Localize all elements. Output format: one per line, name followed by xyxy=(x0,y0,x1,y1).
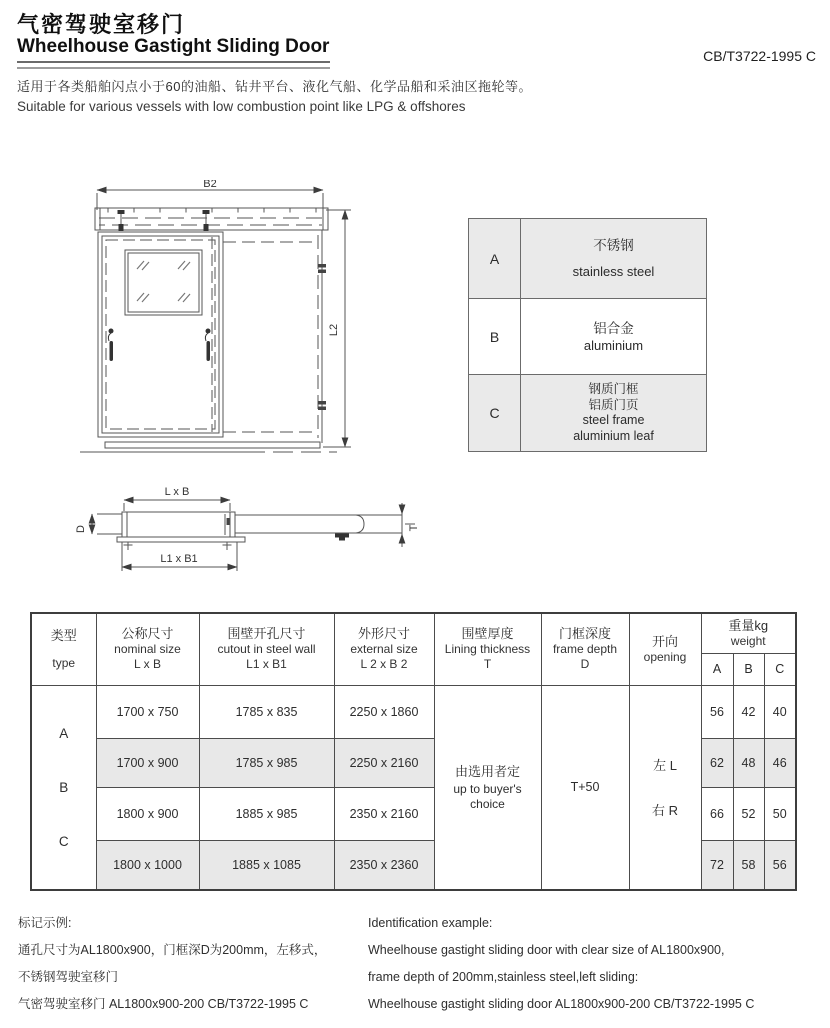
glass-hatch-marks xyxy=(137,261,190,302)
dimension-label-lxb: L x B xyxy=(164,486,190,498)
identification-example-zh xyxy=(18,910,326,1018)
external-size-cell: 2350 x 2160 xyxy=(334,787,434,840)
identification-example-en xyxy=(368,910,754,1018)
weight-b-cell: 58 xyxy=(733,840,764,890)
material-name xyxy=(521,299,707,375)
weight-c-cell: 50 xyxy=(764,787,796,840)
rail-tick-marks xyxy=(108,208,316,213)
col-header-nominal-size: 公称尺寸 nominal size L x B xyxy=(96,613,199,685)
material-name-en: aluminium xyxy=(583,337,644,353)
example-line: Wheelhouse gastight sliding door AL1800x900-200 CB/T3722-1995 C xyxy=(368,997,755,1011)
material-code: B xyxy=(469,299,521,375)
spec-table xyxy=(30,612,797,891)
type-cell: A B C xyxy=(31,685,96,890)
material-code: A xyxy=(469,219,521,299)
col-header-type: 类型 type xyxy=(31,613,96,685)
example-line: frame depth of 200mm,stainless steel,left sliding: xyxy=(368,970,639,984)
material-name xyxy=(521,219,707,299)
material-name-zh: 铝合金 xyxy=(593,320,634,336)
col-header-lining-thickness: 围壁厚度 Lining thickness T xyxy=(434,613,541,685)
external-size-cell: 2250 x 1860 xyxy=(334,685,434,738)
description-zh: 适用于各类船舶闪点小于60的油船、钻井平台、液化气船、化学品船和采油区拖轮等。 xyxy=(17,79,532,94)
frame-depth-cell: T+50 xyxy=(541,685,629,890)
weight-a-cell: 62 xyxy=(701,738,733,787)
opening-cell: 左 L 右 R xyxy=(629,685,701,890)
material-name-zh: 不锈钢 xyxy=(593,238,634,253)
track-bracket xyxy=(124,542,232,550)
dimension-label-t: T xyxy=(408,524,420,532)
example-line: Identification example: xyxy=(368,916,493,930)
cutout-size-cell: 1885 x 1085 xyxy=(199,840,334,890)
hanger-bolt xyxy=(203,210,210,231)
description-en: Suitable for various vessels with low combustion point like LPG & offshores xyxy=(17,99,466,114)
col-header-weight: 重量kg weight xyxy=(701,613,796,653)
standard-code: CB/T3722-1995 C xyxy=(703,48,816,64)
cutout-size-cell: 1785 x 985 xyxy=(199,738,334,787)
col-header-weight-b: B xyxy=(733,653,764,685)
front-view-drawing xyxy=(75,180,375,475)
weight-c-cell: 46 xyxy=(764,738,796,787)
material-name-en: stainless steel xyxy=(572,264,655,279)
nominal-size-cell: 1800 x 1000 xyxy=(96,840,199,890)
nominal-size-cell: 1700 x 750 xyxy=(96,685,199,738)
cutout-size-cell: 1885 x 985 xyxy=(199,787,334,840)
weight-c-cell: 56 xyxy=(764,840,796,890)
material-code: C xyxy=(469,375,521,452)
weight-b-cell: 48 xyxy=(733,738,764,787)
page-title-en: Wheelhouse Gastight Sliding Door xyxy=(17,36,330,57)
leaf-end xyxy=(356,515,364,533)
example-line: 标记示例: xyxy=(18,916,72,930)
weight-a-cell: 56 xyxy=(701,685,733,738)
external-size-cell: 2350 x 2360 xyxy=(334,840,434,890)
nominal-size-cell: 1800 x 900 xyxy=(96,787,199,840)
lining-thickness-cell: 由选用者定 up to buyer's choice xyxy=(434,685,541,890)
material-row-b xyxy=(469,299,707,375)
dimension-label-b2: B2 xyxy=(203,180,217,190)
leaf-handle xyxy=(335,534,349,538)
col-header-frame-depth: 门框深度 frame depth D xyxy=(541,613,629,685)
dimension-label-l1xb1: L1 x B1 xyxy=(160,553,198,565)
dimension-label-l2: L2 xyxy=(328,323,340,337)
door-handle xyxy=(205,329,210,362)
material-table xyxy=(468,218,707,452)
example-line: 气密驾驶室移门 AL1800x900-200 CB/T3722-1995 C xyxy=(18,997,309,1011)
plan-view-drawing xyxy=(65,478,425,578)
col-header-external-size: 外形尺寸 external size L 2 x B 2 xyxy=(334,613,434,685)
col-header-opening: 开向 opening xyxy=(629,613,701,685)
page-title-zh: 气密驾驶室移门 xyxy=(17,12,186,37)
material-row-a xyxy=(469,219,707,299)
col-header-cutout: 围壁开孔尺寸 cutout in steel wall L1 x B1 xyxy=(199,613,334,685)
example-line: 通孔尺寸为AL1800x900，门框深D为200mm，左移式， xyxy=(18,943,327,957)
dimension-label-d: D xyxy=(75,525,87,533)
weight-c-cell: 40 xyxy=(764,685,796,738)
cutout-size-cell: 1785 x 835 xyxy=(199,685,334,738)
spec-row xyxy=(31,685,796,738)
door-handle xyxy=(108,329,113,362)
title-underline xyxy=(17,61,330,69)
material-name: 钢质门框 铝质门页 steel frame aluminium leaf xyxy=(521,375,707,452)
col-header-weight-c: C xyxy=(764,653,796,685)
material-row-c xyxy=(469,375,707,452)
external-size-cell: 2250 x 2160 xyxy=(334,738,434,787)
weight-b-cell: 42 xyxy=(733,685,764,738)
col-header-weight-a: A xyxy=(701,653,733,685)
example-line: 不锈钢驾驶室移门 xyxy=(18,970,119,984)
weight-b-cell: 52 xyxy=(733,787,764,840)
hanger-bolt xyxy=(118,210,125,231)
example-line: Wheelhouse gastight sliding door with clear size of AL1800x900, xyxy=(368,943,725,957)
door-window xyxy=(125,250,202,315)
nominal-size-cell: 1700 x 900 xyxy=(96,738,199,787)
weight-a-cell: 72 xyxy=(701,840,733,890)
weight-a-cell: 66 xyxy=(701,787,733,840)
